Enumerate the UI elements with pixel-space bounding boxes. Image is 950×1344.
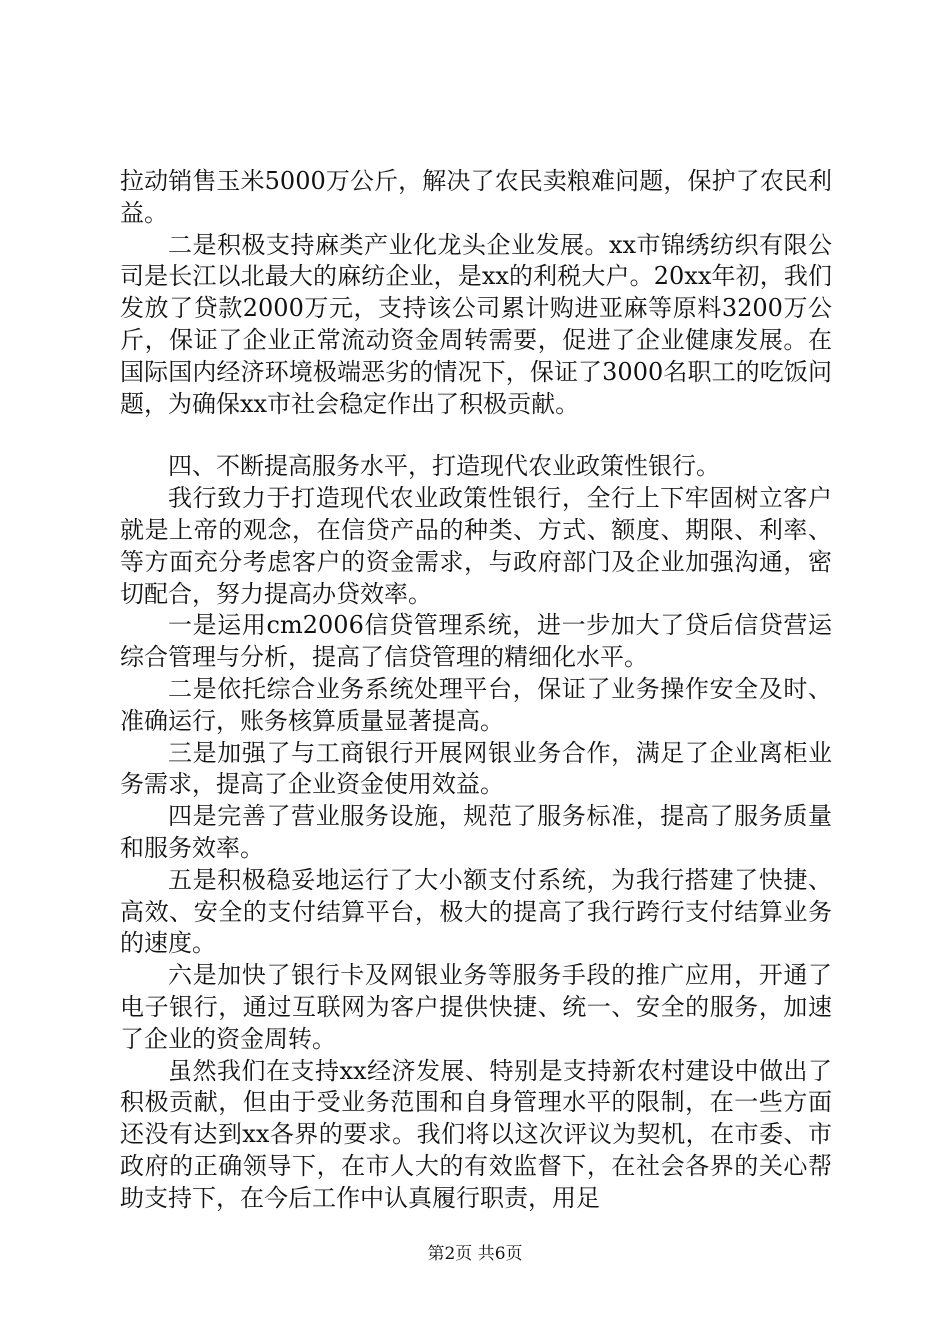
paragraph-item-one: 一是运用cm2006信贷管理系统，进一步加大了贷后信贷营运综合管理与分析，提高了信贷管理的精细化水平。 [120,611,832,672]
page-number-footer: 第2页 共6页 [427,1244,523,1264]
paragraph-item-three: 三是加强了与工商银行开展网银业务合作，满足了企业离柜业务需求，提高了企业资金使用效益。 [120,738,832,799]
document-body [120,166,832,1215]
paragraph-conclusion: 虽然我们在支持xx经济发展、特别是支持新农村建设中做出了积极贡献，但由于受业务范围和自身管理水平的限制，在一些方面还没有达到xx各界的要求。我们将以这次评议为契机，在市委、市政府的正确领导下，在市人大的有效监督下，在社会各界的关心帮助支持下，在今后工作中认真履行职责，用足 [120,1056,832,1212]
paragraph-service-intro: 我行致力于打造现代农业政策性银行，全行上下牢固树立客户就是上帝的观念，在信贷产品的种类、方式、额度、期限、利率、等方面充分考虑客户的资金需求，与政府部门及企业加强沟通，密切配合，努力提高办贷效率。 [120,484,832,608]
paragraph-item-five: 五是积极稳妥地运行了大小额支付系统，为我行搭建了快捷、高效、安全的支付结算平台，极大的提高了我行跨行支付结算业务的速度。 [120,865,832,958]
paragraph-item-four: 四是完善了营业服务设施，规范了服务标准，提高了服务质量和服务效率。 [120,802,832,862]
paragraph-continuation: 拉动销售玉米5000万公斤，解决了农民卖粮难问题，保护了农民利益。 [120,167,832,227]
paragraph-item-six: 六是加快了银行卡及网银业务等服务手段的推广应用，开通了电子银行，通过互联网为客户提供快捷、统一、安全的服务，加速了企业的资金周转。 [120,961,832,1053]
paragraph-linen-industry: 二是积极支持麻类产业化龙头企业发展。xx市锦绣纺织有限公司是长江以北最大的麻纺企业，是xx的利税大户。20xx年初，我们发放了贷款2000万元，支持该公司累计购进亚麻等原料3200万公斤，保证了企业正常流动资金周转需要，促进了企业健康发展。在国际国内经济环境极端恶劣的情况下，保证了3000名职工的吃饭问题，为确保xx市社会稳定作出了积极贡献。 [120,230,832,418]
section-heading-service: 四、不断提高服务水平，打造现代农业政策性银行。 [168,452,720,481]
paragraph-item-two: 二是依托综合业务系统处理平台，保证了业务操作安全及时、准确运行，账务核算质量显著提高。 [120,674,832,735]
